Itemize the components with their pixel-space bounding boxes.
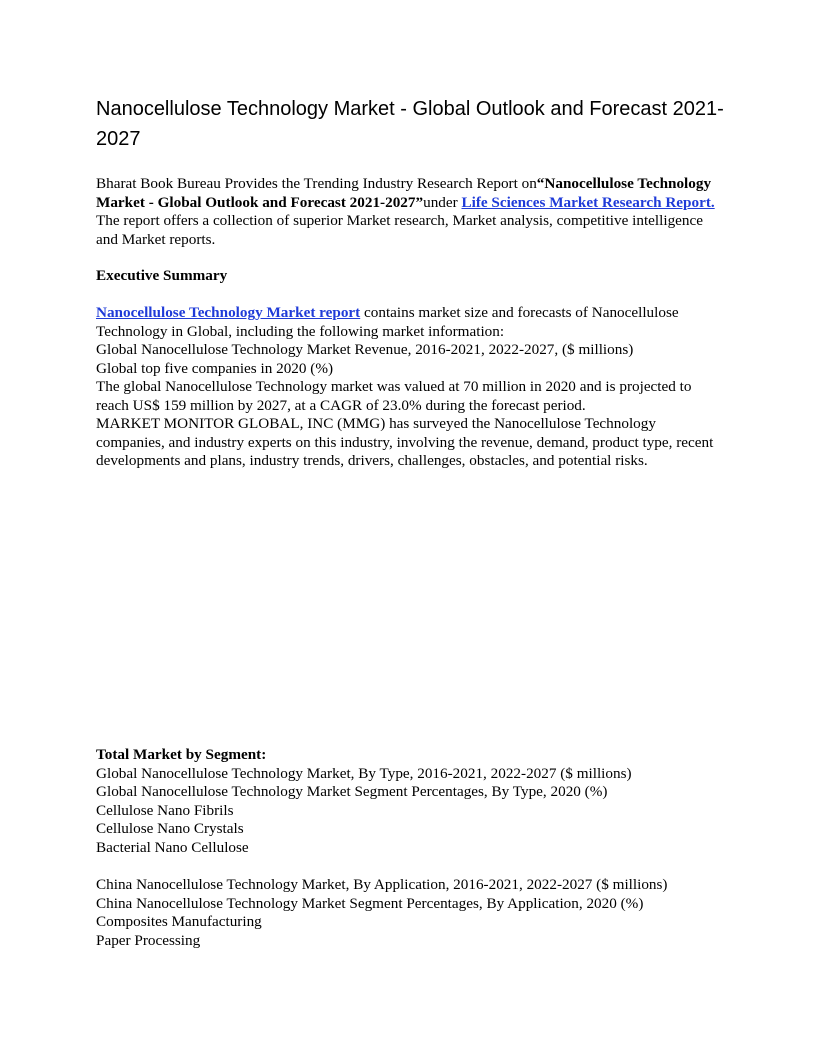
application-line: China Nanocellulose Technology Market, By Application, 2016-2021, 2022-2027 ($ millions) [96, 876, 668, 893]
executive-summary-body [96, 304, 726, 471]
application-section [96, 876, 726, 950]
segment-line: Global Nanocellulose Technology Market, By Type, 2016-2021, 2022-2027 ($ millions) [96, 764, 632, 782]
survey-line: MARKET MONITOR GLOBAL, INC (MMG) has surveyed the Nanocellulose Technology companies, and industry experts on this industry, involving the revenue, demand, product type, recent developments and plans, industry trends, drivers, challenges, obstacles, and potential risks. [96, 415, 714, 469]
intro-tail-text: The report offers a collection of superior Market research, Market analysis, competitive intelligence and Market reports. [96, 212, 703, 248]
application-line: China Nanocellulose Technology Market Segment Percentages, By Application, 2020 (%) [96, 894, 644, 912]
intro-paragraph [96, 175, 726, 249]
segment-line: Global Nanocellulose Technology Market Segment Percentages, By Type, 2020 (%) [96, 783, 608, 800]
life-sciences-report-link[interactable]: Life Sciences Market Research Report. [461, 193, 715, 211]
market-report-link[interactable]: Nanocellulose Technology Market report [96, 304, 361, 321]
segment-line: Bacterial Nano Cellulose [96, 838, 249, 856]
exec-link-tail: contains market size and forecasts of Nanocellulose Technology in Global, including the following market information: [96, 304, 679, 340]
executive-summary-heading: Executive Summary [96, 267, 228, 284]
intro-lead-text: Bharat Book Bureau Provides the Trending Industry Research Report on [96, 175, 537, 192]
intro-under-text: under [423, 193, 462, 211]
segment-line: Cellulose Nano Crystals [96, 820, 244, 837]
report-name: “Nanocellulose Technology Market - Global Outlook and Forecast 2021-2027” [96, 175, 712, 211]
segment-heading: Total Market by Segment: [96, 746, 267, 763]
application-line: Composites Manufacturing [96, 913, 262, 930]
application-line: Paper Processing [96, 931, 201, 949]
revenue-line: Global Nanocellulose Technology Market Revenue, 2016-2021, 2022-2027, ($ millions) [96, 341, 634, 358]
document-title: Nanocellulose Technology Market - Global Outlook and Forecast 2021-2027 [96, 98, 724, 150]
valuation-line: The global Nanocellulose Technology market was valued at 70 million in 2020 and is projected to reach US$ 159 million by 2027, at a CAGR of 23.0% during the forecast period. [96, 378, 692, 414]
top-five-line: Global top five companies in 2020 (%) [96, 359, 334, 377]
segment-section [96, 746, 726, 857]
exec-intro-line [96, 304, 726, 341]
segment-line: Cellulose Nano Fibrils [96, 801, 234, 819]
